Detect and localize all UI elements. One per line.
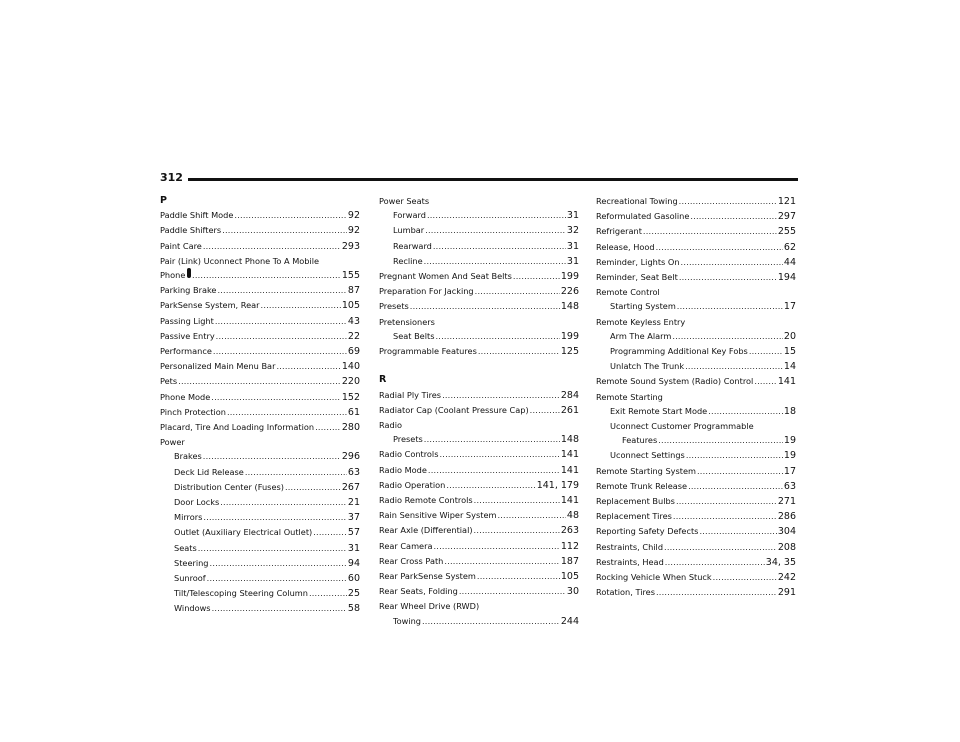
uconnect-phone-icon xyxy=(187,268,191,278)
index-entry: Remote Sound System (Radio) Control ..... 141 xyxy=(596,374,796,389)
index-entry: Preparation For Jacking ..... 226 xyxy=(379,284,579,299)
index-entry: Rocking Vehicle When Stuck ..... 242 xyxy=(596,570,796,585)
index-subentry: Mirrors ..... 37 xyxy=(160,510,360,525)
index-entry: Pretensioners xyxy=(379,316,435,327)
index-entry: Refrigerant ..... 255 xyxy=(596,224,796,239)
index-subentry: Seats ..... 31 xyxy=(160,541,360,556)
index-entry: Programmable Features ..... 125 xyxy=(379,344,579,359)
index-subentry: Unlatch The Trunk ..... 14 xyxy=(596,359,796,374)
section-spacer xyxy=(379,359,579,373)
index-entry: Power xyxy=(160,437,185,448)
index-entry: Radial Ply Tires ..... 284 xyxy=(379,388,579,403)
index-entry: Remote Trunk Release ..... 63 xyxy=(596,479,796,494)
index-entry: Phone Mode ..... 152 xyxy=(160,390,360,405)
index-entry: Radiator Cap (Coolant Pressure Cap) ..... 261 xyxy=(379,403,579,418)
index-entry: Pregnant Women And Seat Belts ..... 199 xyxy=(379,269,579,284)
index-subentry: Steering ..... 94 xyxy=(160,556,360,571)
index-entry: Radio Operation ..... 141, 179 xyxy=(379,478,579,493)
index-entry: Remote Starting xyxy=(596,391,663,402)
index-entry: Reporting Safety Defects ..... 304 xyxy=(596,524,796,539)
index-entry: Performance ..... 69 xyxy=(160,344,360,359)
index-subentry: Door Locks ..... 21 xyxy=(160,495,360,510)
header-rule xyxy=(188,178,798,181)
index-entry: Placard, Tire And Loading Information ..... 280 xyxy=(160,420,360,435)
index-entry: Rotation, Tires ..... 291 xyxy=(596,585,796,600)
index-subentry: Features ..... 19 xyxy=(596,433,796,448)
index-entry: Reminder, Seat Belt ..... 194 xyxy=(596,270,796,285)
index-subentry: Arm The Alarm ..... 20 xyxy=(596,329,796,344)
index-entry: Restraints, Head ..... 34, 35 xyxy=(596,555,796,570)
index-column-3 xyxy=(596,194,796,600)
index-subentry: Windows ..... 58 xyxy=(160,601,360,616)
index-entry: Pets ..... 220 xyxy=(160,374,360,389)
index-entry: ParkSense System, Rear ..... 105 xyxy=(160,298,360,313)
index-subentry: Forward ..... 31 xyxy=(379,208,579,223)
index-subentry: Presets ..... 148 xyxy=(379,432,579,447)
index-column-1 xyxy=(160,194,360,617)
page-number: 312 xyxy=(160,171,183,184)
section-letter-p: P xyxy=(160,195,167,206)
index-entry: Rear ParkSense System ..... 105 xyxy=(379,569,579,584)
index-entry: Replacement Bulbs ..... 271 xyxy=(596,494,796,509)
index-entry: Paddle Shifters ..... 92 xyxy=(160,223,360,238)
index-subentry: Towing ..... 244 xyxy=(379,614,579,629)
index-column-2 xyxy=(379,194,579,629)
index-entry: Rain Sensitive Wiper System ..... 48 xyxy=(379,508,579,523)
index-entry: Power Seats xyxy=(379,196,430,206)
index-subentry: Recline ..... 31 xyxy=(379,254,579,269)
index-subentry: Starting System ..... 17 xyxy=(596,299,796,314)
index-subentry: Lumbar ..... 32 xyxy=(379,223,579,238)
section-letter-r: R xyxy=(379,374,387,386)
index-entry: Replacement Tires ..... 286 xyxy=(596,509,796,524)
index-entry: Personalized Main Menu Bar ..... 140 xyxy=(160,359,360,374)
index-subentry: Uconnect Settings ..... 19 xyxy=(596,448,796,463)
index-entry: Rear Axle (Differential) ..... 263 xyxy=(379,523,579,538)
index-subentry: Distribution Center (Fuses) ..... 267 xyxy=(160,480,360,495)
index-entry: Passive Entry ..... 22 xyxy=(160,329,360,344)
index-entry: Paddle Shift Mode ..... 92 xyxy=(160,208,360,223)
index-entry: Remote Starting System ..... 17 xyxy=(596,464,796,479)
index-entry: Phone ..... 155 xyxy=(160,268,360,283)
index-entry: Remote Control xyxy=(596,287,660,298)
index-subentry: Outlet (Auxiliary Electrical Outlet) ..... 57 xyxy=(160,525,360,540)
index-subentry: Seat Belts ..... 199 xyxy=(379,329,579,344)
index-subentry: Brakes ..... 296 xyxy=(160,449,360,464)
index-subentry: Uconnect Customer Programmable xyxy=(610,421,754,432)
index-entry: Reformulated Gasoline ..... 297 xyxy=(596,209,796,224)
index-entry: Radio Mode ..... 141 xyxy=(379,463,579,478)
index-entry: Pinch Protection ..... 61 xyxy=(160,405,360,420)
index-entry: Reminder, Lights On ..... 44 xyxy=(596,255,796,270)
index-entry: Passing Light ..... 43 xyxy=(160,314,360,329)
index-entry: Release, Hood ..... 62 xyxy=(596,240,796,255)
index-subentry: Programming Additional Key Fobs ..... 15 xyxy=(596,344,796,359)
index-entry: Parking Brake ..... 87 xyxy=(160,283,360,298)
index-subentry: Sunroof ..... 60 xyxy=(160,571,360,586)
index-subentry: Deck Lid Release ..... 63 xyxy=(160,465,360,480)
index-entry: Rear Camera ..... 112 xyxy=(379,539,579,554)
index-entry: Paint Care ..... 293 xyxy=(160,239,360,254)
index-entry: Radio Controls ..... 141 xyxy=(379,447,579,462)
index-entry: Rear Cross Path ..... 187 xyxy=(379,554,579,569)
index-entry: Recreational Towing ..... 121 xyxy=(596,194,796,209)
index-entry: Pair (Link) Uconnect Phone To A Mobile xyxy=(160,255,320,266)
index-subentry: Rearward ..... 31 xyxy=(379,239,579,254)
index-entry: Restraints, Child ..... 208 xyxy=(596,540,796,555)
index-entry: Rear Seats, Folding ..... 30 xyxy=(379,584,579,599)
index-subentry: Exit Remote Start Mode ..... 18 xyxy=(596,404,796,419)
page-header xyxy=(160,171,798,185)
index-entry: Remote Keyless Entry xyxy=(596,316,686,327)
index-entry: Radio xyxy=(379,420,403,431)
index-subentry: Tilt/Telescoping Steering Column ..... 25 xyxy=(160,586,360,601)
index-entry: Presets ..... 148 xyxy=(379,299,579,314)
index-entry: Radio Remote Controls ..... 141 xyxy=(379,493,579,508)
index-entry: Rear Wheel Drive (RWD) xyxy=(379,601,480,612)
